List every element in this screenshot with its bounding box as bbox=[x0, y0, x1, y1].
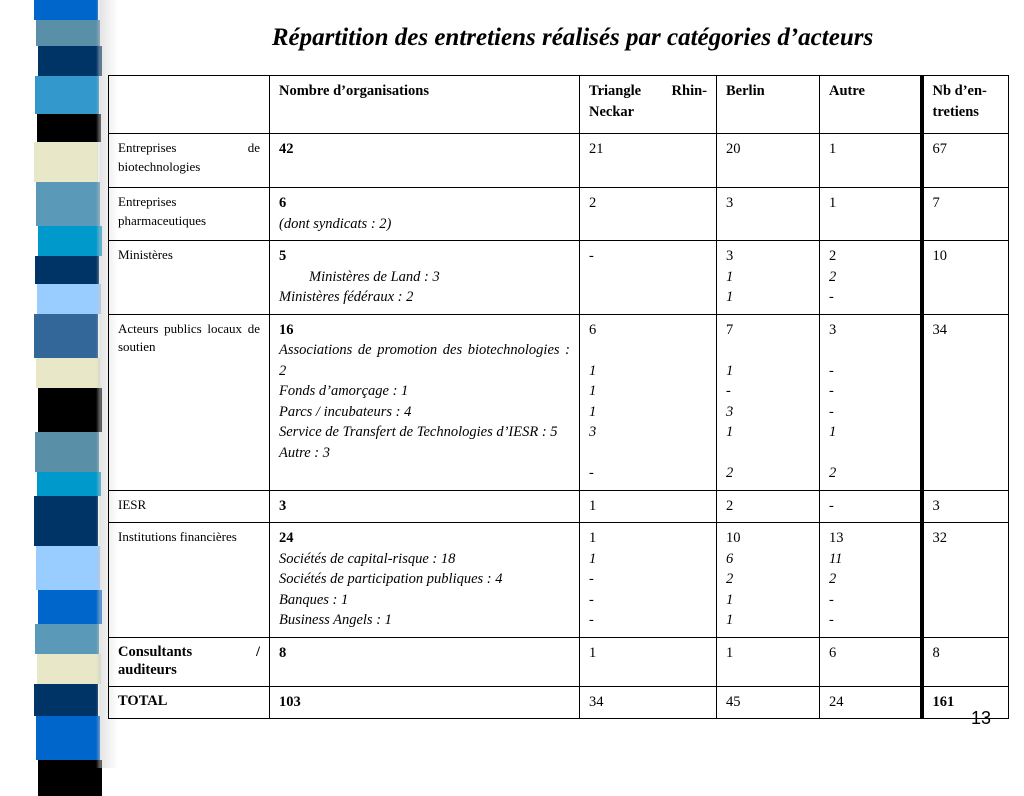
rhin-neckar-cell bbox=[580, 241, 717, 315]
nb-entretiens-cell: 10 bbox=[922, 241, 1009, 315]
autre-value: 1 bbox=[829, 195, 837, 211]
berlin-value: 1 bbox=[726, 612, 734, 628]
berlin-value: - bbox=[726, 383, 731, 399]
table-row bbox=[109, 241, 1009, 315]
rhin-neckar-value bbox=[589, 443, 707, 464]
autre-value: 13 bbox=[829, 530, 844, 546]
header-cell-organisations: Nombre d’organisations bbox=[270, 76, 580, 134]
nb-entretiens-cell: 7 bbox=[922, 188, 1009, 241]
organisations-total: 3 bbox=[279, 497, 287, 514]
rhin-neckar-value: 1 bbox=[589, 362, 597, 379]
stripe-band bbox=[34, 314, 98, 358]
row-category-cell: Institutions financières bbox=[109, 523, 270, 638]
rhin-neckar-cell bbox=[580, 134, 717, 188]
berlin-value: 20 bbox=[726, 141, 741, 157]
stripe-band bbox=[38, 46, 102, 76]
rhin-neckar-value: 1 bbox=[589, 644, 597, 661]
rhin-neckar-cell bbox=[580, 314, 717, 490]
organisations-cell bbox=[270, 241, 580, 315]
berlin-value: 3 bbox=[726, 195, 734, 211]
table-row bbox=[109, 637, 1009, 686]
organisations-detail: Ministères fédéraux : 2 bbox=[279, 289, 414, 305]
stripe-band bbox=[37, 472, 101, 496]
autre-cell bbox=[820, 188, 922, 241]
organisations-detail: Business Angels : 1 bbox=[279, 612, 392, 628]
autre-value: - bbox=[829, 612, 834, 628]
rhin-neckar-value: 6 bbox=[589, 321, 597, 338]
row-category-cell: TOTAL bbox=[109, 686, 270, 719]
autre-value: 3 bbox=[829, 321, 837, 338]
organisations-cell bbox=[270, 686, 580, 719]
organisations-total: 103 bbox=[279, 693, 301, 710]
stripe-band bbox=[38, 388, 102, 432]
berlin-value: 2 bbox=[726, 465, 734, 481]
table-row bbox=[109, 314, 1009, 490]
stripe-band bbox=[34, 496, 98, 546]
berlin-value: 1 bbox=[726, 268, 734, 285]
autre-cell bbox=[820, 134, 922, 188]
berlin-value: 1 bbox=[726, 591, 734, 608]
autre-value: - bbox=[829, 497, 834, 514]
table-row bbox=[109, 490, 1009, 523]
table-row bbox=[109, 523, 1009, 638]
nb-entretiens-cell: 34 bbox=[922, 314, 1009, 490]
autre-cell bbox=[820, 637, 922, 686]
rhin-neckar-value: - bbox=[589, 465, 594, 481]
rhin-neckar-value: - bbox=[589, 248, 594, 264]
interviews-table bbox=[108, 75, 1009, 719]
table-header-row bbox=[109, 76, 1009, 134]
stripe-band bbox=[37, 284, 101, 314]
organisations-cell bbox=[270, 134, 580, 188]
stripe-band bbox=[37, 654, 101, 684]
rhin-neckar-cell bbox=[580, 188, 717, 241]
nb-entretiens-cell: 3 bbox=[922, 490, 1009, 523]
berlin-value: 1 bbox=[726, 362, 734, 379]
organisations-detail: Sociétés de capital-risque : 18 bbox=[279, 550, 456, 567]
stripe-band bbox=[38, 226, 102, 256]
berlin-value bbox=[726, 443, 810, 464]
organisations-cell bbox=[270, 314, 580, 490]
header-cell-rhin-neckar: Triangle Rhin-Neckar bbox=[580, 76, 717, 134]
nb-entretiens-cell: 32 bbox=[922, 523, 1009, 638]
rhin-neckar-cell bbox=[580, 523, 717, 638]
header-cell-category bbox=[109, 76, 270, 134]
autre-value: 11 bbox=[829, 550, 843, 567]
autre-value: 24 bbox=[829, 693, 844, 710]
berlin-value: 2 bbox=[726, 571, 734, 587]
rhin-neckar-value: - bbox=[589, 591, 594, 608]
berlin-value: 1 bbox=[726, 289, 734, 305]
autre-value: - bbox=[829, 383, 834, 399]
rhin-neckar-value: - bbox=[589, 612, 594, 628]
autre-value: 1 bbox=[829, 424, 837, 440]
organisations-detail: Autre : 3 bbox=[279, 444, 331, 461]
berlin-cell bbox=[717, 686, 820, 719]
berlin-cell bbox=[717, 188, 820, 241]
rhin-neckar-value: 34 bbox=[589, 693, 604, 710]
header-cell-nb-entretiens: Nb d’en-tretiens bbox=[922, 76, 1009, 134]
stripe-band bbox=[35, 256, 99, 284]
rhin-neckar-value: 1 bbox=[589, 550, 597, 567]
rhin-neckar-value: 1 bbox=[589, 530, 597, 546]
stripe-band bbox=[34, 684, 98, 716]
stripe-band bbox=[34, 142, 98, 182]
rhin-neckar-value: 3 bbox=[589, 424, 597, 440]
organisations-detail: Service de Transfert de Technologies d’IESR : 5 bbox=[279, 424, 558, 440]
organisations-detail: Fonds d’amorçage : 1 bbox=[279, 383, 409, 399]
header-cell-berlin: Berlin bbox=[717, 76, 820, 134]
berlin-cell bbox=[717, 490, 820, 523]
berlin-value: 10 bbox=[726, 530, 741, 546]
row-category-cell: Entreprises pharmaceutiques bbox=[109, 188, 270, 241]
row-category-cell: Acteurs publics locaux de soutien bbox=[109, 314, 270, 490]
nb-entretiens-cell: 67 bbox=[922, 134, 1009, 188]
autre-value: - bbox=[829, 289, 834, 305]
organisations-detail: Associations de promotion des biotechnologies : 2 bbox=[279, 342, 570, 379]
stripe-band bbox=[36, 182, 100, 226]
organisations-total: 5 bbox=[279, 248, 287, 264]
stripe-band bbox=[35, 624, 99, 654]
berlin-value: 6 bbox=[726, 550, 734, 567]
autre-cell bbox=[820, 686, 922, 719]
stripe-band bbox=[36, 716, 100, 760]
berlin-cell bbox=[717, 241, 820, 315]
autre-cell bbox=[820, 490, 922, 523]
nb-entretiens-cell: 161 bbox=[922, 686, 1009, 719]
decorative-stripe-band bbox=[0, 0, 118, 768]
autre-cell bbox=[820, 314, 922, 490]
organisations-total: 16 bbox=[279, 321, 294, 338]
nb-entretiens-cell: 8 bbox=[922, 637, 1009, 686]
berlin-value bbox=[726, 340, 810, 361]
organisations-detail: (dont syndicats : 2) bbox=[279, 215, 392, 232]
table-row bbox=[109, 686, 1009, 719]
rhin-neckar-value: 1 bbox=[589, 403, 597, 420]
organisations-total: 6 bbox=[279, 195, 287, 211]
autre-value: 1 bbox=[829, 141, 837, 157]
autre-value bbox=[829, 443, 911, 464]
stripe-band bbox=[36, 546, 100, 590]
berlin-value: 7 bbox=[726, 321, 734, 338]
autre-value bbox=[829, 340, 911, 361]
table-row bbox=[109, 134, 1009, 188]
autre-value: 6 bbox=[829, 644, 837, 661]
rhin-neckar-value: 1 bbox=[589, 383, 597, 399]
row-category-cell: Entreprises de biotechnologies bbox=[109, 134, 270, 188]
stripe-band bbox=[38, 760, 102, 796]
row-category-cell: IESR bbox=[109, 490, 270, 523]
rhin-neckar-value: 1 bbox=[589, 497, 597, 514]
autre-cell bbox=[820, 523, 922, 638]
autre-value: 2 bbox=[829, 248, 837, 264]
berlin-value: 3 bbox=[726, 248, 734, 264]
rhin-neckar-value: - bbox=[589, 571, 594, 587]
organisations-cell bbox=[270, 637, 580, 686]
autre-value: - bbox=[829, 591, 834, 608]
organisations-cell bbox=[270, 188, 580, 241]
table-row bbox=[109, 188, 1009, 241]
stripe-band bbox=[35, 432, 99, 472]
organisations-cell bbox=[270, 490, 580, 523]
organisations-detail: Ministères de Land : 3 bbox=[309, 268, 440, 285]
berlin-cell bbox=[717, 523, 820, 638]
rhin-neckar-cell bbox=[580, 490, 717, 523]
organisations-total: 42 bbox=[279, 141, 294, 157]
berlin-value: 2 bbox=[726, 497, 734, 514]
autre-value: - bbox=[829, 362, 834, 379]
berlin-value: 3 bbox=[726, 403, 734, 420]
stripe-band bbox=[36, 20, 100, 46]
organisations-cell bbox=[270, 523, 580, 638]
berlin-value: 1 bbox=[726, 424, 734, 440]
berlin-cell bbox=[717, 314, 820, 490]
organisations-detail: Banques : 1 bbox=[279, 591, 349, 608]
rhin-neckar-cell bbox=[580, 686, 717, 719]
organisations-total: 8 bbox=[279, 644, 287, 661]
organisations-detail: Sociétés de participation publiques : 4 bbox=[279, 571, 503, 587]
stripe-band bbox=[36, 358, 100, 388]
rhin-neckar-value: 2 bbox=[589, 195, 597, 211]
row-category-cell: Consultants / auditeurs bbox=[109, 637, 270, 686]
berlin-value: 45 bbox=[726, 693, 741, 710]
autre-value: 2 bbox=[829, 571, 837, 587]
slide-title: Répartition des entretiens réalisés par catégories d’acteurs bbox=[271, 24, 874, 51]
rhin-neckar-value: 21 bbox=[589, 141, 604, 157]
berlin-value: 1 bbox=[726, 644, 734, 661]
berlin-cell bbox=[717, 134, 820, 188]
table-body bbox=[109, 134, 1009, 719]
rhin-neckar-value bbox=[589, 340, 707, 361]
row-category-cell: Ministères bbox=[109, 241, 270, 315]
autre-cell bbox=[820, 241, 922, 315]
stripe-band bbox=[34, 0, 98, 20]
autre-value: - bbox=[829, 403, 834, 420]
rhin-neckar-cell bbox=[580, 637, 717, 686]
autre-value: 2 bbox=[829, 465, 837, 481]
organisations-total: 24 bbox=[279, 530, 294, 546]
stripe-band bbox=[38, 590, 102, 624]
stripe-band bbox=[35, 76, 99, 114]
autre-value: 2 bbox=[829, 268, 837, 285]
organisations-detail: Parcs / incubateurs : 4 bbox=[279, 403, 412, 420]
stripe-band bbox=[37, 114, 101, 142]
header-cell-autre: Autre bbox=[820, 76, 922, 134]
berlin-cell bbox=[717, 637, 820, 686]
interviews-table-container bbox=[108, 75, 1008, 719]
page-number: 13 bbox=[970, 708, 991, 728]
